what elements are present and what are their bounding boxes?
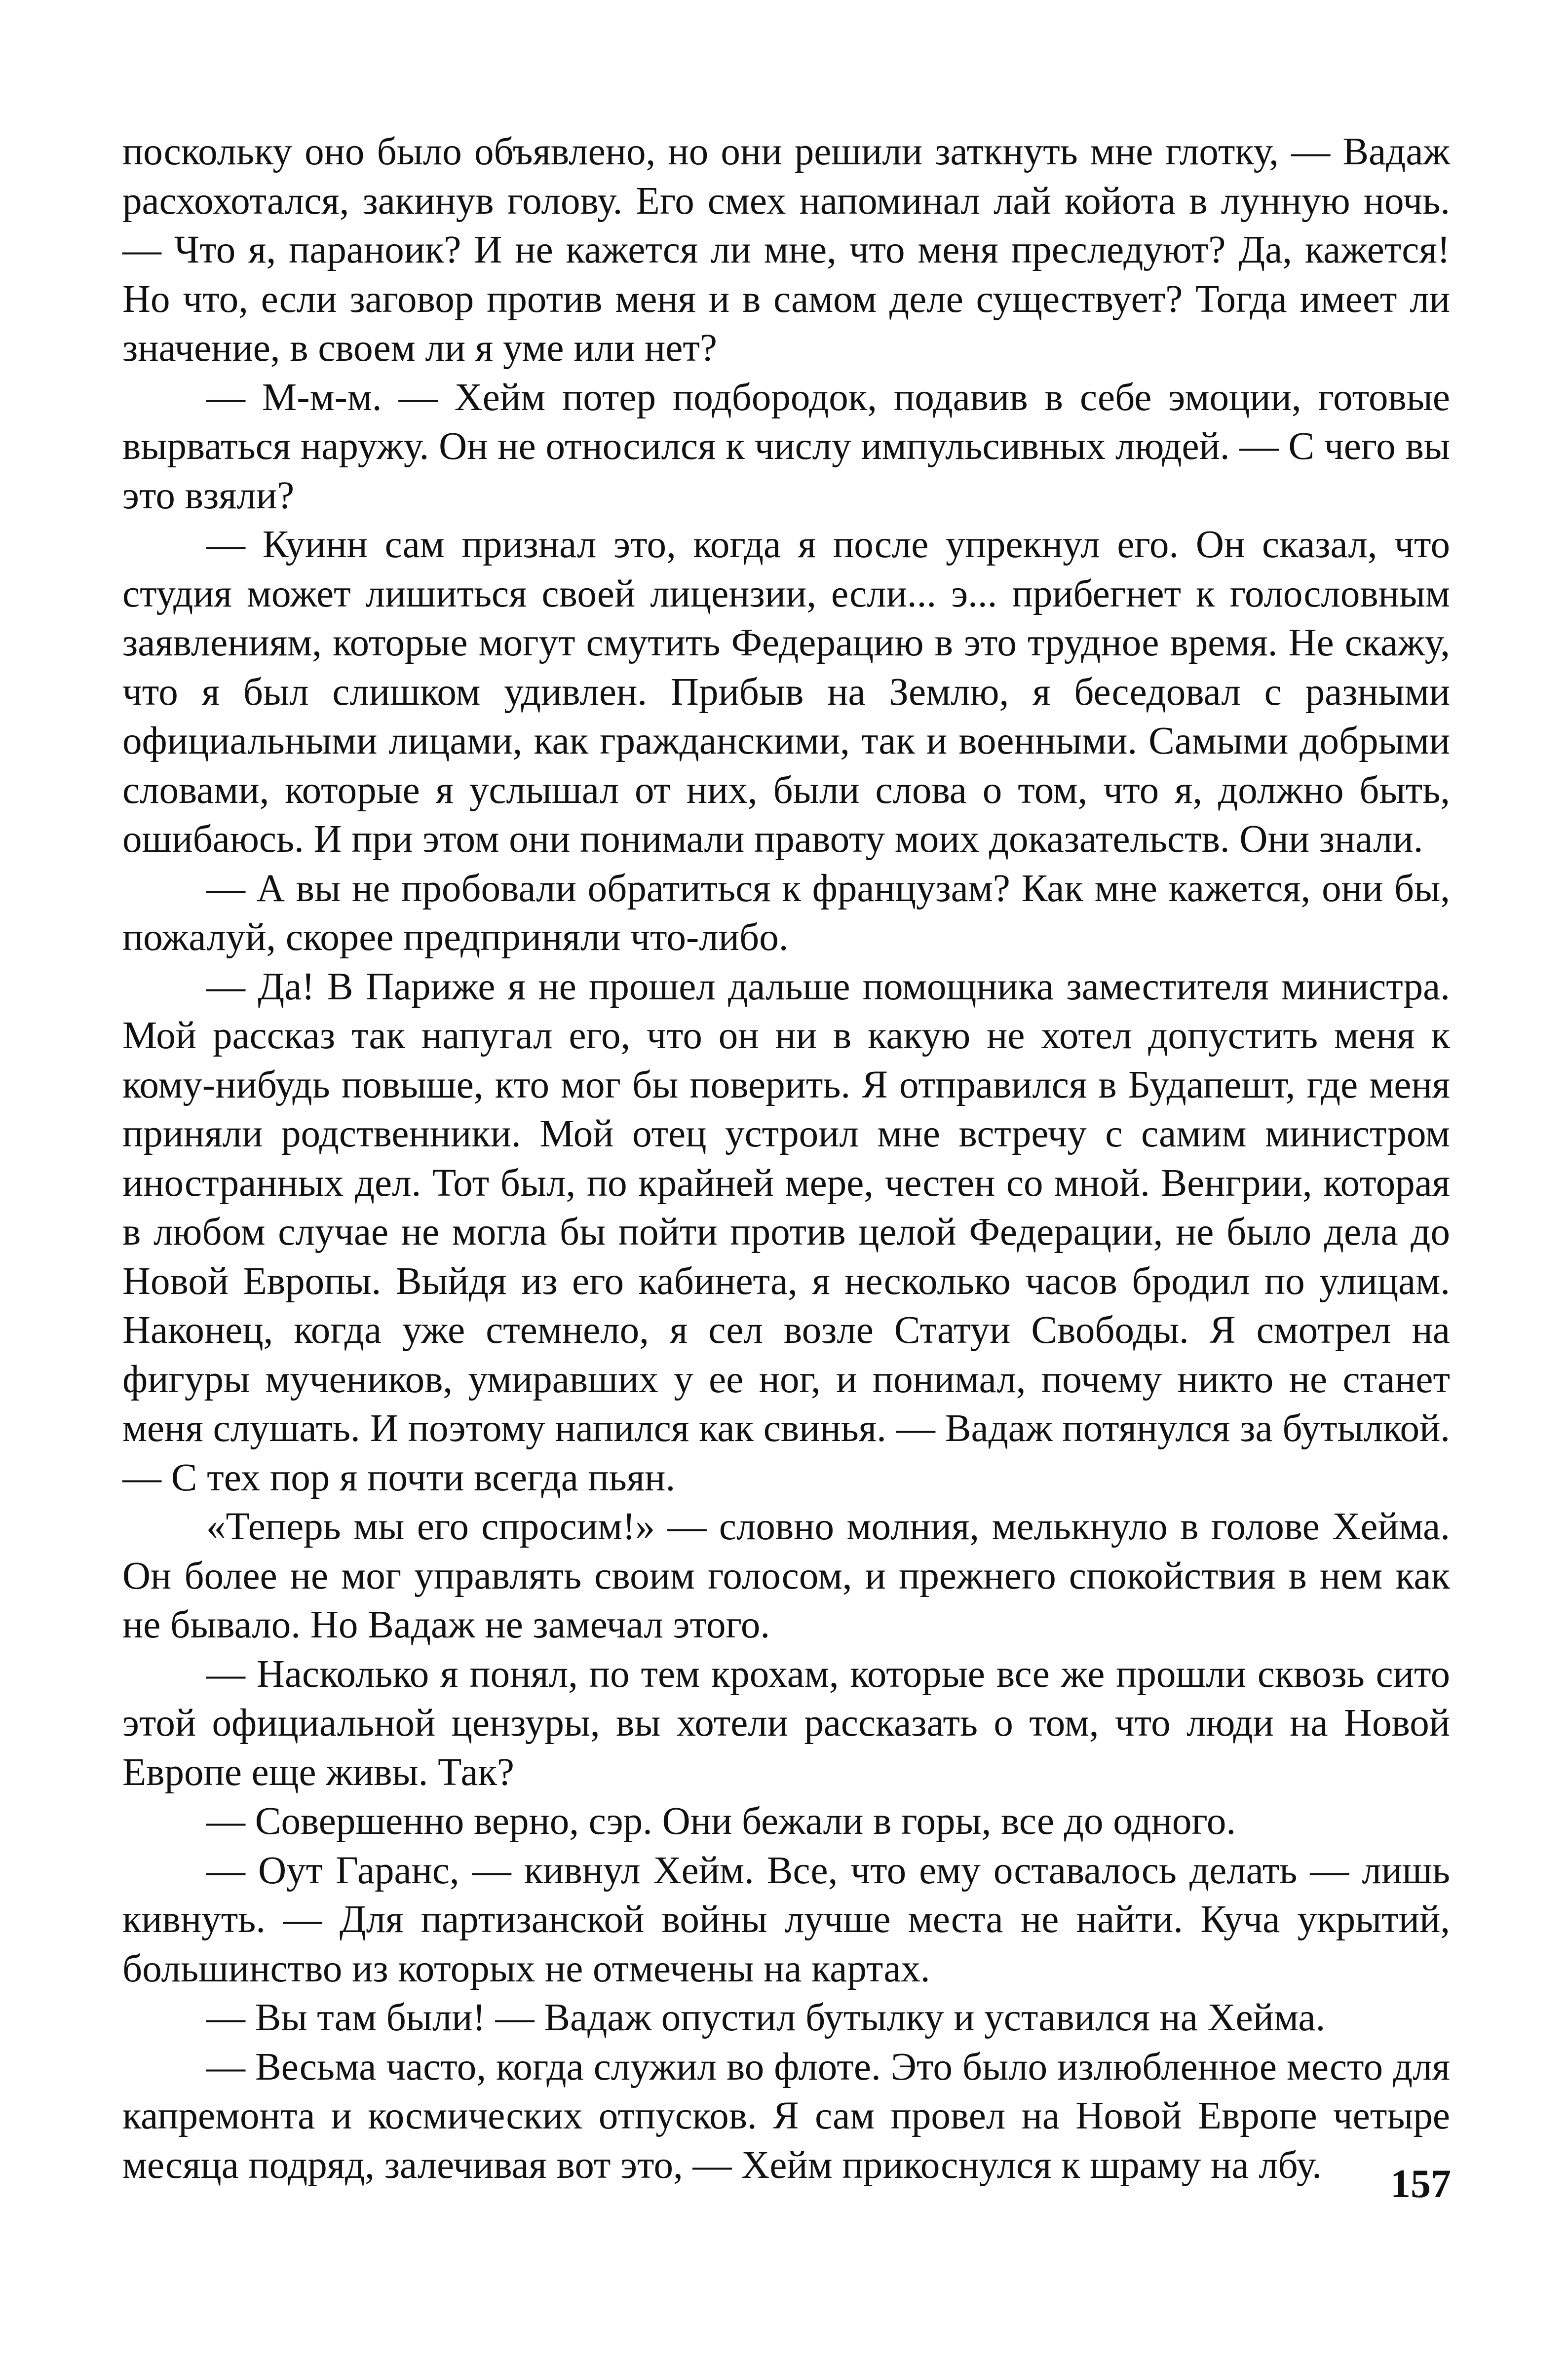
paragraph-2: — М-м-м. — Хейм потер подбородок, подавив в себе эмоции, готовые вырваться наружу. Он не относился к числу импульсивных людей. — С чего вы это взяли? <box>122 376 1450 517</box>
paragraph-8: — Совершенно верно, сэр. Они бежали в горы, все до одного. <box>206 1800 1236 1843</box>
paragraph-6: «Теперь мы его спросим!» — словно молния, мелькнуло в голове Хейма. Он более не мог управлять своим голосом, и прежнего спокойствия в нем как не бывало. Но Вадаж не замечал этого. <box>122 1505 1450 1646</box>
page-number: 157 <box>1390 2161 1451 2206</box>
paragraph-9: — Оут Гаранс, — кивнул Хейм. Все, что ему оставалось делать — лишь кивнуть. — Для партизанской войны лучше места не найти. Куча укрытий, большинство из которых не отмечены на картах. <box>122 1849 1450 1990</box>
paragraph-7: — Насколько я понял, по тем крохам, которые все же прошли сквозь сито этой официальной цензуры, вы хотели рассказать о том, что люди на Новой Европе еще живы. Так? <box>122 1652 1450 1794</box>
paragraph-1: поскольку оно было объявлено, но они решили заткнуть мне глотку, — Вадаж расхохотался, закинув голову. Его смех напоминал лай койота в лунную ночь. — Что я, параноик? И не кажется ли мне, что меня преследуют? Да, кажется! Но что, если заговор против меня и в самом деле существует? Тогда имеет ли значение, в своем ли я уме или нет? <box>122 130 1450 370</box>
paragraph-5: — Да! В Париже я не прошел дальше помощника заместителя министра. Мой рассказ так напугал его, что он ни в какую не хотел допустить меня к кому-нибудь повыше, кто мог бы поверить. Я отправился в Будапешт, где меня приняли родственники. Мой отец устроил мне встречу с самим министром иностранных дел. Тот был, по крайней мере, честен со мной. Венгрии, которая в любом случае не могла бы пойти против целой Федерации, не было дела до Новой Европы. Выйдя из его кабинета, я несколько часов бродил по улицам. Наконец, когда уже стемнело, я сел возле Статуи Свободы. Я смотрел на фигуры мучеников, умиравших у ее ног, и понимал, почему никто не станет меня слушать. И поэтому напился как свинья. — Вадаж потянулся за бутылкой. — С тех пор я почти всегда пьян. <box>122 965 1450 1499</box>
paragraph-11: — Весьма часто, когда служил во флоте. Это было излюбленное место для капремонта и космических отпусков. Я сам провел на Новой Европе четыре месяца подряд, залечивая вот это, — Хейм прикоснулся к шраму на лбу. <box>122 2045 1450 2187</box>
paragraph-10: — Вы там были! — Вадаж опустил бутылку и уставился на Хейма. <box>206 1996 1326 2039</box>
body-text <box>122 127 1450 2190</box>
paragraph-3: — Куинн сам признал это, когда я после упрекнул его. Он сказал, что студия может лишиться своей лицензии, если... э... прибегнет к голословным заявлениям, которые могут смутить Федерацию в это трудное время. Не скажу, что я был слишком удивлен. Прибыв на Землю, я беседовал с разными официальными лицами, как гражданскими, так и военными. Самыми добрыми словами, которые я услышал от них, были слова о том, что я, должно быть, ошибаюсь. И при этом они понимали правоту моих доказательств. Они знали. <box>122 523 1450 861</box>
paragraph-4: — А вы не пробовали обратиться к французам? Как мне кажется, они бы, пожалуй, скорее предприняли что-либо. <box>122 867 1450 959</box>
